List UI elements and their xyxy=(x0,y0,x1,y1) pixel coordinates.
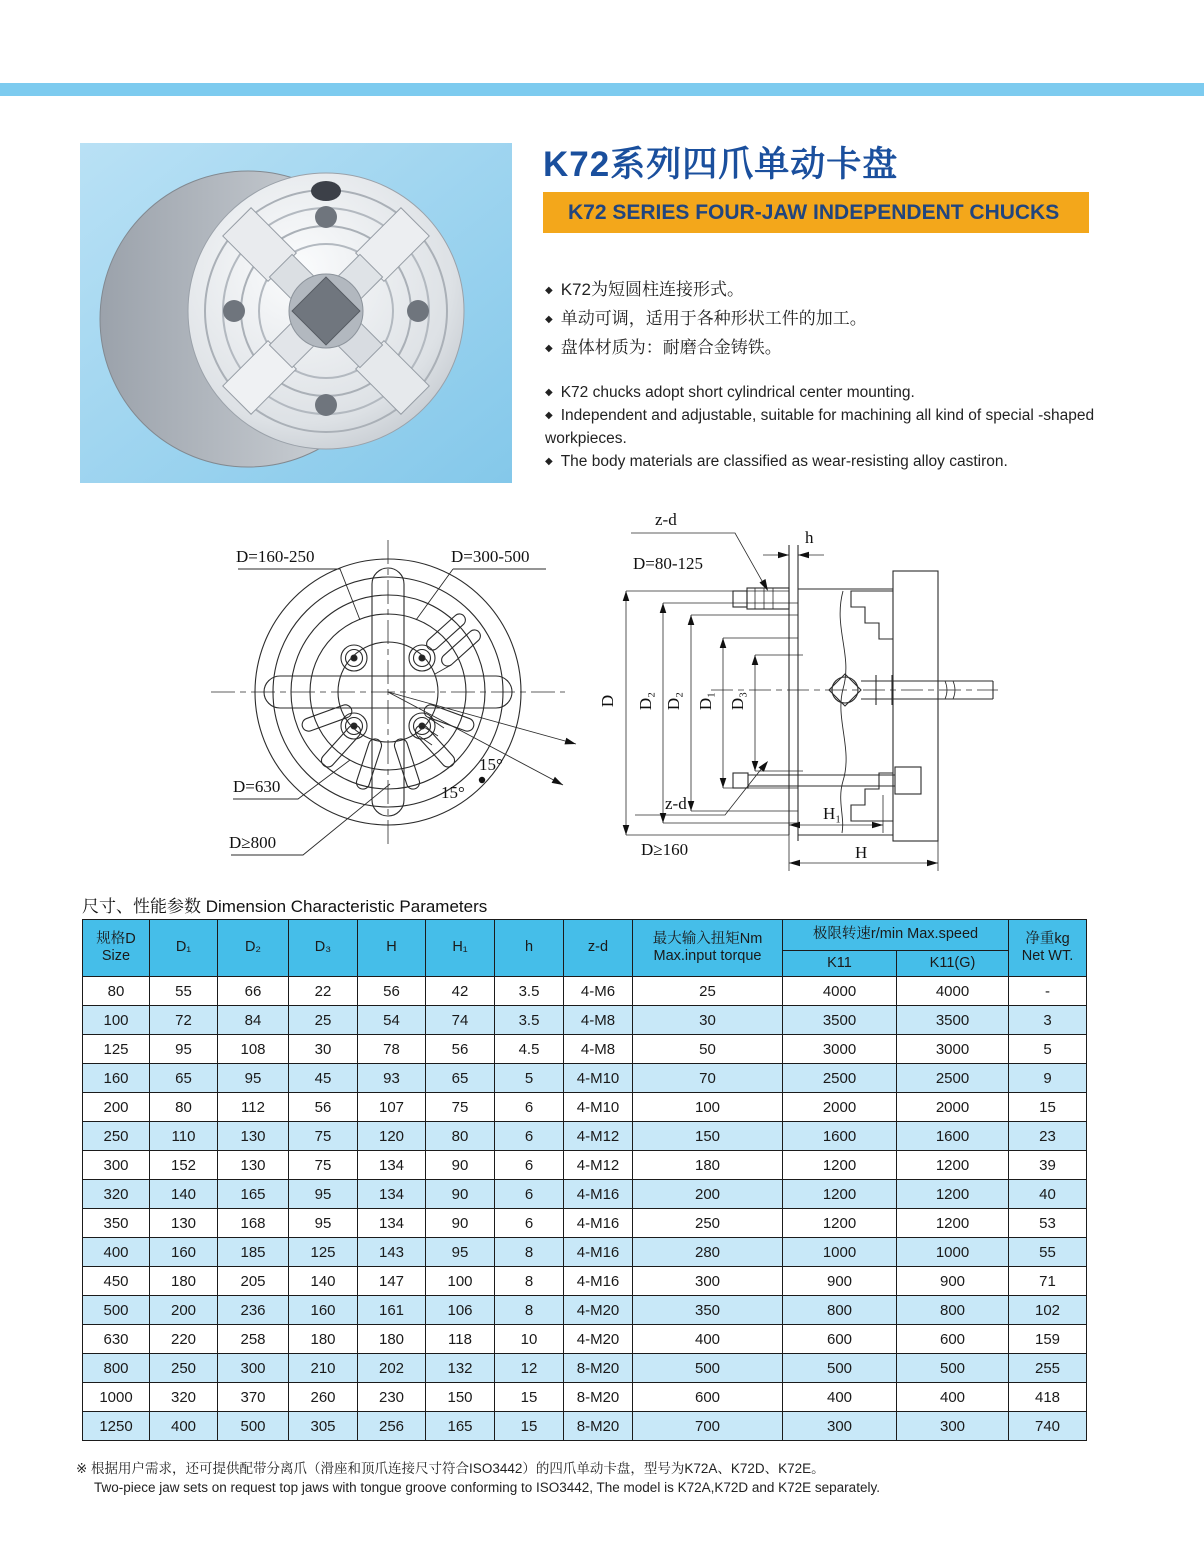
table-cell: 8 xyxy=(495,1267,564,1296)
table-cell: 4.5 xyxy=(495,1035,564,1064)
table-cell: 400 xyxy=(633,1325,783,1354)
table-cell: 72 xyxy=(150,1006,218,1035)
table-cell: 40 xyxy=(1009,1180,1087,1209)
table-cell: 56 xyxy=(358,977,426,1006)
table-row xyxy=(83,1064,1087,1093)
table-cell: 305 xyxy=(289,1412,358,1441)
series-banner xyxy=(543,192,1089,233)
chuck-photo-illustration xyxy=(80,143,512,483)
table-cell: 95 xyxy=(218,1064,289,1093)
diamond-bullet-icon: ◆ xyxy=(545,343,553,354)
table-cell: 53 xyxy=(1009,1209,1087,1238)
table-cell: 118 xyxy=(426,1325,495,1354)
table-cell: 180 xyxy=(633,1151,783,1180)
diagram-label: D=630 xyxy=(233,777,281,796)
table-cell: 54 xyxy=(358,1006,426,1035)
dim-label-H1: H₁ xyxy=(823,804,842,823)
table-cell: 108 xyxy=(218,1035,289,1064)
table-cell: 55 xyxy=(150,977,218,1006)
table-cell: 4-M8 xyxy=(564,1006,633,1035)
diagram-label: h xyxy=(805,528,814,547)
table-cell: 600 xyxy=(897,1325,1009,1354)
diagram-label: z-d xyxy=(655,510,677,529)
angle-label: 15° xyxy=(479,755,503,774)
table-cell: 100 xyxy=(633,1093,783,1122)
table-cell: 220 xyxy=(150,1325,218,1354)
table-cell: 15 xyxy=(1009,1093,1087,1122)
table-cell: 15 xyxy=(495,1383,564,1412)
table-cell: 8-M20 xyxy=(564,1383,633,1412)
table-cell: 80 xyxy=(426,1122,495,1151)
table-cell: 95 xyxy=(289,1209,358,1238)
col-header-speed: 极限转速r/min Max.speed xyxy=(783,920,1009,951)
feature-list-en xyxy=(545,381,1107,473)
table-cell: 55 xyxy=(1009,1238,1087,1267)
table-cell: 140 xyxy=(289,1267,358,1296)
table-cell: 95 xyxy=(426,1238,495,1267)
table-cell: 3500 xyxy=(783,1006,897,1035)
table-cell: 2500 xyxy=(783,1064,897,1093)
table-cell: 75 xyxy=(289,1151,358,1180)
table-cell: 900 xyxy=(783,1267,897,1296)
table-cell: 84 xyxy=(218,1006,289,1035)
table-cell: 80 xyxy=(83,977,150,1006)
diagram-label: D≥800 xyxy=(229,833,277,852)
diagram-label: z-d xyxy=(665,794,687,813)
table-row xyxy=(83,1006,1087,1035)
table-cell: 4-M20 xyxy=(564,1325,633,1354)
feature-item: ◆ K72为短圆柱连接形式。 xyxy=(545,280,744,299)
dim-label-D2: D₂ xyxy=(636,691,655,711)
dim-label-D: D xyxy=(598,694,617,708)
table-cell: 130 xyxy=(218,1122,289,1151)
table-cell: 500 xyxy=(783,1354,897,1383)
table-cell: 30 xyxy=(633,1006,783,1035)
table-cell: 90 xyxy=(426,1151,495,1180)
table-cell: 280 xyxy=(633,1238,783,1267)
table-cell: 130 xyxy=(218,1151,289,1180)
dim-label-H: H xyxy=(855,843,868,862)
table-row xyxy=(83,1122,1087,1151)
feature-item: ◆ 盘体材质为：耐磨合金铸铁。 xyxy=(545,338,782,357)
table-cell: 50 xyxy=(633,1035,783,1064)
table-cell: - xyxy=(1009,977,1087,1006)
table-cell: 78 xyxy=(358,1035,426,1064)
table-cell: 100 xyxy=(426,1267,495,1296)
table-cell: 125 xyxy=(289,1238,358,1267)
table-cell: 300 xyxy=(218,1354,289,1383)
table-cell: 147 xyxy=(358,1267,426,1296)
table-cell: 500 xyxy=(633,1354,783,1383)
diagram-label: D≥160 xyxy=(641,840,689,859)
table-cell: 1000 xyxy=(783,1238,897,1267)
table-cell: 165 xyxy=(218,1180,289,1209)
table-cell: 4-M16 xyxy=(564,1180,633,1209)
footnote-line-en: Two-piece jaw sets on request top jaws with tongue groove conforming to ISO3442, The model is K72A,K72D and K72E separately. xyxy=(94,1480,880,1495)
table-row xyxy=(83,1209,1087,1238)
table-cell: 130 xyxy=(150,1209,218,1238)
table-cell: 500 xyxy=(83,1296,150,1325)
table-cell: 180 xyxy=(150,1267,218,1296)
table-cell: 4-M12 xyxy=(564,1151,633,1180)
diamond-bullet-icon: ◆ xyxy=(545,285,553,296)
table-cell: 25 xyxy=(289,1006,358,1035)
table-cell: 800 xyxy=(783,1296,897,1325)
table-cell: 3 xyxy=(1009,1006,1087,1035)
table-cell: 95 xyxy=(289,1180,358,1209)
table-cell: 2000 xyxy=(897,1093,1009,1122)
table-cell: 185 xyxy=(218,1238,289,1267)
table-cell: 150 xyxy=(426,1383,495,1412)
table-cell: 300 xyxy=(783,1412,897,1441)
table-cell: 4-M20 xyxy=(564,1296,633,1325)
table-cell: 106 xyxy=(426,1296,495,1325)
col-header-net: 净重kg Net WT. xyxy=(1009,920,1087,977)
table-cell: 134 xyxy=(358,1180,426,1209)
table-cell: 5 xyxy=(1009,1035,1087,1064)
table-cell: 25 xyxy=(633,977,783,1006)
table-cell: 740 xyxy=(1009,1412,1087,1441)
front-view-diagram xyxy=(183,522,583,877)
table-cell: 255 xyxy=(1009,1354,1087,1383)
table-cell: 112 xyxy=(218,1093,289,1122)
col-header-d1: D₁ xyxy=(150,920,218,977)
col-header-h: h xyxy=(495,920,564,977)
table-cell: 3500 xyxy=(897,1006,1009,1035)
table-cell: 8 xyxy=(495,1296,564,1325)
table-cell: 75 xyxy=(289,1122,358,1151)
table-cell: 400 xyxy=(83,1238,150,1267)
table-caption: 尺寸、性能参数 Dimension Characteristic Parameters xyxy=(82,897,488,916)
page-title: K72系列四爪单动卡盘 xyxy=(543,145,899,184)
table-cell: 250 xyxy=(150,1354,218,1383)
footnote-line-zh: ※ 根据用户需求，还可提供配带分离爪（滑座和顶爪连接尺寸符合ISO3442）的四爪单动卡盘，型号为K72A、K72D、K72E。 xyxy=(76,1461,825,1476)
table-cell: 400 xyxy=(150,1412,218,1441)
table-row xyxy=(83,1383,1087,1412)
table-cell: 125 xyxy=(83,1035,150,1064)
front-view-geometry xyxy=(211,540,576,855)
table-cell: 1250 xyxy=(83,1412,150,1441)
feature-item: ◆ The body materials are classified as wear-resisting alloy castiron. xyxy=(545,453,1008,470)
table-cell: 300 xyxy=(83,1151,150,1180)
angle-label: 15° xyxy=(441,783,465,802)
col-header-size: 规格D Size xyxy=(83,920,150,977)
table-cell: 230 xyxy=(358,1383,426,1412)
table-cell: 2000 xyxy=(783,1093,897,1122)
table-cell: 1200 xyxy=(897,1180,1009,1209)
diagram-label: D=160-250 xyxy=(236,547,315,566)
table-row xyxy=(83,1412,1087,1441)
table-cell: 4-M12 xyxy=(564,1122,633,1151)
table-cell: 200 xyxy=(150,1296,218,1325)
table-cell: 95 xyxy=(150,1035,218,1064)
table-cell: 800 xyxy=(897,1296,1009,1325)
table-cell: 250 xyxy=(83,1122,150,1151)
table-cell: 205 xyxy=(218,1267,289,1296)
table-cell: 4-M6 xyxy=(564,977,633,1006)
table-cell: 132 xyxy=(426,1354,495,1383)
table-cell: 2500 xyxy=(897,1064,1009,1093)
table-row xyxy=(83,1296,1087,1325)
table-row xyxy=(83,1151,1087,1180)
product-photo xyxy=(80,143,512,483)
table-cell: 500 xyxy=(897,1354,1009,1383)
table-row xyxy=(83,977,1087,1006)
dim-label-D2: D₂ xyxy=(664,691,683,711)
table-cell: 160 xyxy=(150,1238,218,1267)
table-cell: 9 xyxy=(1009,1064,1087,1093)
table-cell: 152 xyxy=(150,1151,218,1180)
table-cell: 161 xyxy=(358,1296,426,1325)
table-cell: 80 xyxy=(150,1093,218,1122)
table-cell: 15 xyxy=(495,1412,564,1441)
table-row xyxy=(83,1325,1087,1354)
table-cell: 418 xyxy=(1009,1383,1087,1412)
col-header-zd: z-d xyxy=(564,920,633,977)
table-cell: 70 xyxy=(633,1064,783,1093)
section-view-diagram xyxy=(593,503,1008,895)
feature-item: ◆ K72 chucks adopt short cylindrical center mounting. xyxy=(545,384,915,401)
table-cell: 90 xyxy=(426,1209,495,1238)
dim-label-D3: D₃ xyxy=(728,691,747,711)
col-header-H: H xyxy=(358,920,426,977)
table-row xyxy=(83,1354,1087,1383)
diamond-bullet-icon: ◆ xyxy=(545,314,553,325)
table-cell: 4-M8 xyxy=(564,1035,633,1064)
spec-table xyxy=(82,919,1087,1441)
table-cell: 1600 xyxy=(783,1122,897,1151)
table-cell: 1200 xyxy=(897,1151,1009,1180)
diamond-bullet-icon: ◆ xyxy=(545,456,553,467)
table-row xyxy=(83,1267,1087,1296)
table-cell: 8-M20 xyxy=(564,1354,633,1383)
table-cell: 256 xyxy=(358,1412,426,1441)
table-cell: 65 xyxy=(150,1064,218,1093)
table-cell: 4-M10 xyxy=(564,1093,633,1122)
top-accent-bar xyxy=(0,83,1204,96)
col-header-d2: D₂ xyxy=(218,920,289,977)
table-cell: 5 xyxy=(495,1064,564,1093)
col-header-k11: K11 xyxy=(783,951,897,977)
table-cell: 350 xyxy=(633,1296,783,1325)
table-cell: 600 xyxy=(783,1325,897,1354)
table-cell: 6 xyxy=(495,1093,564,1122)
table-cell: 90 xyxy=(426,1180,495,1209)
table-cell: 42 xyxy=(426,977,495,1006)
table-cell: 700 xyxy=(633,1412,783,1441)
table-cell: 1200 xyxy=(783,1209,897,1238)
table-cell: 4-M16 xyxy=(564,1267,633,1296)
table-cell: 4000 xyxy=(897,977,1009,1006)
table-cell: 320 xyxy=(150,1383,218,1412)
table-cell: 300 xyxy=(633,1267,783,1296)
table-cell: 450 xyxy=(83,1267,150,1296)
col-header-H1: H₁ xyxy=(426,920,495,977)
table-cell: 143 xyxy=(358,1238,426,1267)
table-cell: 1200 xyxy=(897,1209,1009,1238)
table-cell: 236 xyxy=(218,1296,289,1325)
table-cell: 600 xyxy=(633,1383,783,1412)
table-cell: 4-M16 xyxy=(564,1238,633,1267)
table-cell: 22 xyxy=(289,977,358,1006)
table-cell: 500 xyxy=(218,1412,289,1441)
table-cell: 3.5 xyxy=(495,1006,564,1035)
table-row xyxy=(83,1238,1087,1267)
table-cell: 140 xyxy=(150,1180,218,1209)
spec-table-body xyxy=(83,977,1087,1441)
table-cell: 12 xyxy=(495,1354,564,1383)
table-cell: 4-M16 xyxy=(564,1209,633,1238)
table-cell: 4000 xyxy=(783,977,897,1006)
table-cell: 120 xyxy=(358,1122,426,1151)
table-cell: 6 xyxy=(495,1209,564,1238)
series-banner-text: K72 SERIES FOUR-JAW INDEPENDENT CHUCKS xyxy=(568,200,1060,224)
table-cell: 4-M10 xyxy=(564,1064,633,1093)
table-cell: 93 xyxy=(358,1064,426,1093)
table-cell: 134 xyxy=(358,1209,426,1238)
table-cell: 180 xyxy=(358,1325,426,1354)
table-cell: 180 xyxy=(289,1325,358,1354)
table-cell: 56 xyxy=(289,1093,358,1122)
table-cell: 6 xyxy=(495,1151,564,1180)
table-cell: 23 xyxy=(1009,1122,1087,1151)
table-cell: 210 xyxy=(289,1354,358,1383)
col-header-d3: D₃ xyxy=(289,920,358,977)
table-cell: 3000 xyxy=(897,1035,1009,1064)
table-cell: 1200 xyxy=(783,1180,897,1209)
diamond-bullet-icon: ◆ xyxy=(545,387,553,398)
slanted-slots xyxy=(300,611,483,790)
table-cell: 65 xyxy=(426,1064,495,1093)
table-cell: 250 xyxy=(633,1209,783,1238)
table-cell: 134 xyxy=(358,1151,426,1180)
diagram-label: D=80-125 xyxy=(633,554,704,573)
table-cell: 200 xyxy=(633,1180,783,1209)
table-cell: 39 xyxy=(1009,1151,1087,1180)
diamond-bullet-icon: ◆ xyxy=(545,410,553,421)
table-cell: 160 xyxy=(289,1296,358,1325)
brand-logo xyxy=(311,181,341,201)
table-cell: 71 xyxy=(1009,1267,1087,1296)
table-row xyxy=(83,1180,1087,1209)
table-cell: 1000 xyxy=(897,1238,1009,1267)
table-cell: 1000 xyxy=(83,1383,150,1412)
table-cell: 75 xyxy=(426,1093,495,1122)
table-cell: 350 xyxy=(83,1209,150,1238)
table-cell: 74 xyxy=(426,1006,495,1035)
table-cell: 159 xyxy=(1009,1325,1087,1354)
table-cell: 110 xyxy=(150,1122,218,1151)
table-cell: 3000 xyxy=(783,1035,897,1064)
feature-item: ◆ 单动可调，适用于各种形状工件的加工。 xyxy=(545,309,867,328)
table-cell: 320 xyxy=(83,1180,150,1209)
table-cell: 400 xyxy=(783,1383,897,1412)
table-cell: 45 xyxy=(289,1064,358,1093)
table-cell: 258 xyxy=(218,1325,289,1354)
col-header-k11g: K11(G) xyxy=(897,951,1009,977)
table-cell: 168 xyxy=(218,1209,289,1238)
table-cell: 3.5 xyxy=(495,977,564,1006)
table-cell: 1200 xyxy=(783,1151,897,1180)
table-cell: 6 xyxy=(495,1122,564,1151)
table-cell: 102 xyxy=(1009,1296,1087,1325)
table-cell: 100 xyxy=(83,1006,150,1035)
table-cell: 165 xyxy=(426,1412,495,1441)
table-cell: 800 xyxy=(83,1354,150,1383)
table-cell: 66 xyxy=(218,977,289,1006)
table-cell: 200 xyxy=(83,1093,150,1122)
table-cell: 400 xyxy=(897,1383,1009,1412)
dim-label-D1: D₁ xyxy=(696,691,715,711)
table-cell: 260 xyxy=(289,1383,358,1412)
col-header-torque: 最大输入扭矩Nm Max.input torque xyxy=(633,920,783,977)
table-header xyxy=(83,920,1087,977)
table-cell: 30 xyxy=(289,1035,358,1064)
table-cell: 1600 xyxy=(897,1122,1009,1151)
table-cell: 202 xyxy=(358,1354,426,1383)
table-cell: 6 xyxy=(495,1180,564,1209)
table-cell: 150 xyxy=(633,1122,783,1151)
feature-list-zh xyxy=(545,276,1110,363)
diagram-label: D=300-500 xyxy=(451,547,530,566)
table-cell: 370 xyxy=(218,1383,289,1412)
table-row xyxy=(83,1093,1087,1122)
table-cell: 56 xyxy=(426,1035,495,1064)
table-cell: 107 xyxy=(358,1093,426,1122)
table-cell: 10 xyxy=(495,1325,564,1354)
table-cell: 8 xyxy=(495,1238,564,1267)
table-cell: 300 xyxy=(897,1412,1009,1441)
table-cell: 900 xyxy=(897,1267,1009,1296)
table-cell: 8-M20 xyxy=(564,1412,633,1441)
footnote xyxy=(76,1459,880,1497)
table-row xyxy=(83,1035,1087,1064)
feature-item: ◆ Independent and adjustable, suitable for machining all kind of special -shaped workpieces. xyxy=(545,407,1095,447)
table-cell: 160 xyxy=(83,1064,150,1093)
table-cell: 630 xyxy=(83,1325,150,1354)
